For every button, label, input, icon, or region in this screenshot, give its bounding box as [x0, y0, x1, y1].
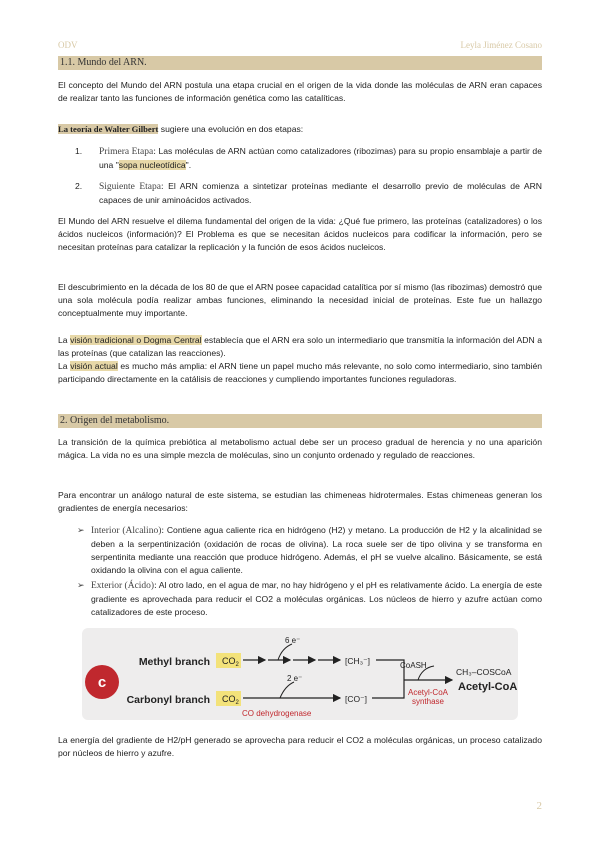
- gilbert-rest: sugiere una evolución en dos etapas:: [158, 124, 304, 134]
- stage-text-b: ".: [185, 160, 192, 170]
- electron-curve-top: [278, 644, 292, 660]
- product-name: Acetyl-CoA: [458, 681, 518, 693]
- stage-highlight: sopa nucleotídica: [118, 160, 186, 170]
- list-item-stage-1: [75, 145, 542, 172]
- ch3-intermediate: [CH₃⁻]: [345, 656, 370, 666]
- list-number: 1.: [75, 146, 83, 156]
- wood-ljungdahl-diagram: [82, 628, 518, 720]
- trad-highlight: visión tradicional o Dogma Central: [70, 335, 202, 345]
- stage-text-a: El ARN comienza a sintetizar proteínas mediante el desarrollo previo de moléculas de ARN capaces de unir aminoácidos activados.: [99, 181, 542, 205]
- carbonyl-converge-line: [372, 688, 404, 698]
- paragraph-traditional-view: [58, 334, 542, 360]
- gilbert-highlight: La teoría de Walter Gilbert: [58, 124, 159, 134]
- co-intermediate: [CO⁻]: [345, 694, 367, 704]
- actual-rest: es mucho más amplia: el ARN tiene un papel mucho más relevante, no solo como intermediario, sino también participando directamente en la catálisis de reacciones y cumpliendo importantes funciones reguladoras.: [58, 361, 543, 384]
- stage-term: Primera Etapa:: [99, 147, 156, 157]
- bullet-exterior: [77, 579, 542, 619]
- arrow-bullet-icon: ➢: [77, 580, 85, 590]
- list-item-stage-2: [75, 180, 542, 207]
- stage-text-a: Las moléculas de ARN actúan como catalizadores (ribozimas) para su propio ensamblaje a partir de una ": [99, 146, 542, 170]
- paragraph-discovery: El descubrimiento en la década de los 80 de que el ARN posee capacidad catalítica por sí mismo (las ribozimas) demostró que una sola molécula podía realizar ambas funciones, eliminando la necesidad inicial de proteínas. Este fue un hallazgo conceptualmente muy importante.: [58, 282, 542, 318]
- paragraph-closing: La energía del gradiente de H2/pH generado se aprovecha para reducir el CO2 a moléculas orgánicas, un proceso catalizado por núcleos de hierro y azufre.: [58, 735, 542, 758]
- paragraph-transition: La transición de la química prebiótica al metabolismo actual debe ser un proceso gradual de herencia y no una aparición mágica. La vida no es una simple mezcla de moléculas, sino un conjunto ordenado y regulado de reacciones.: [58, 437, 542, 460]
- co2-label-bottom: $CO_2$: [222, 694, 239, 706]
- paragraph-intro: El concepto del Mundo del ARN postula una etapa crucial en el origen de la vida donde las moléculas de ARN eran capaces de realizar tanto las funciones de información genética como las catalíticas.: [58, 80, 542, 103]
- actual-prefix: La: [58, 361, 71, 371]
- page-number: 2: [536, 800, 542, 812]
- panel-label: c: [97, 674, 107, 691]
- paragraph-dilemma: El Mundo del ARN resuelve el dilema fundamental del origen de la vida: ¿Qué fue primero, las proteínas (catalizadores) o los ácidos nucleicos (información)? El Problema es que se necesitan ácidos nucleicos para codificar la información, pero se necesitan proteínas para catalizar la replicación y la función de esos ácidos nucleicos.: [58, 216, 542, 252]
- bullet-term: Interior (Alcalino):: [91, 526, 164, 536]
- bullet-text: Contiene agua caliente rica en hidrógeno (H2) y metano. La producción de H2 y la alcalinidad se deben a la serpentinización (oxidación de rocas de olivina). La roca suele ser de tipo olivina y se transforma en serpentinita mediante una reacción que produce hidrógeno. Además, el pH se vuelve alcalino. Básicamente, se está oxidando la olivina con el agua caliente.: [91, 525, 542, 575]
- two-electrons-label: 2 e⁻: [287, 674, 303, 683]
- carbonyl-branch-label: Carbonyl branch: [126, 694, 210, 706]
- actual-highlight: visión actual: [70, 361, 118, 371]
- section-title-mundo-arn: 1.1. Mundo del ARN.: [58, 56, 542, 70]
- section-title-metabolismo: 2. Origen del metabolismo.: [58, 414, 542, 428]
- trad-rest: establecía que el ARN era solo un intermediario que transmitía la información del ADN a las proteínas (que catalizan las reacciones).: [58, 335, 543, 358]
- stage-term: Siguiente Etapa:: [99, 182, 164, 192]
- arrow-bullet-icon: ➢: [77, 525, 85, 535]
- bullet-term: Exterior (Ácido):: [91, 581, 157, 591]
- synthase-label-line1: Acetyl-CoA: [407, 688, 449, 697]
- paragraph-gilbert: [58, 123, 542, 136]
- bullet-interior: [77, 524, 542, 577]
- six-electrons-label: 6 e⁻: [285, 636, 301, 645]
- trad-prefix: La: [58, 335, 71, 345]
- co2-label-top: $CO_2$: [222, 656, 239, 668]
- methyl-branch-label: Methyl branch: [138, 656, 210, 668]
- synthase-label-line2: synthase: [411, 697, 445, 706]
- list-number: 2.: [75, 181, 83, 191]
- paragraph-current-view: [58, 360, 542, 386]
- bullet-text: Al otro lado, en el agua de mar, no hay hidrógeno y el pH es relativamente ácido. La energía de este gradiente es aprovechada para reducir el CO2 a moléculas orgánicas. Los núcleos de hierro y azufre actúan como catalizadores de este proceso.: [91, 580, 543, 617]
- header-right: Leyla Jiménez Cosano: [460, 40, 542, 50]
- coash-label: CoASH: [400, 661, 427, 670]
- product-formula: CH₃–COSCoA: [456, 667, 512, 677]
- co-dehydrogenase-label: CO dehydrogenase: [242, 709, 312, 718]
- paragraph-vents: Para encontrar un análogo natural de este sistema, se estudian las chimeneas hidrotermales. Estas chimeneas generan los gradientes de energía necesarios:: [58, 490, 542, 513]
- electron-curve-bottom: [280, 682, 294, 698]
- header-left: ODV: [58, 40, 78, 50]
- diagram-svg: [82, 628, 518, 720]
